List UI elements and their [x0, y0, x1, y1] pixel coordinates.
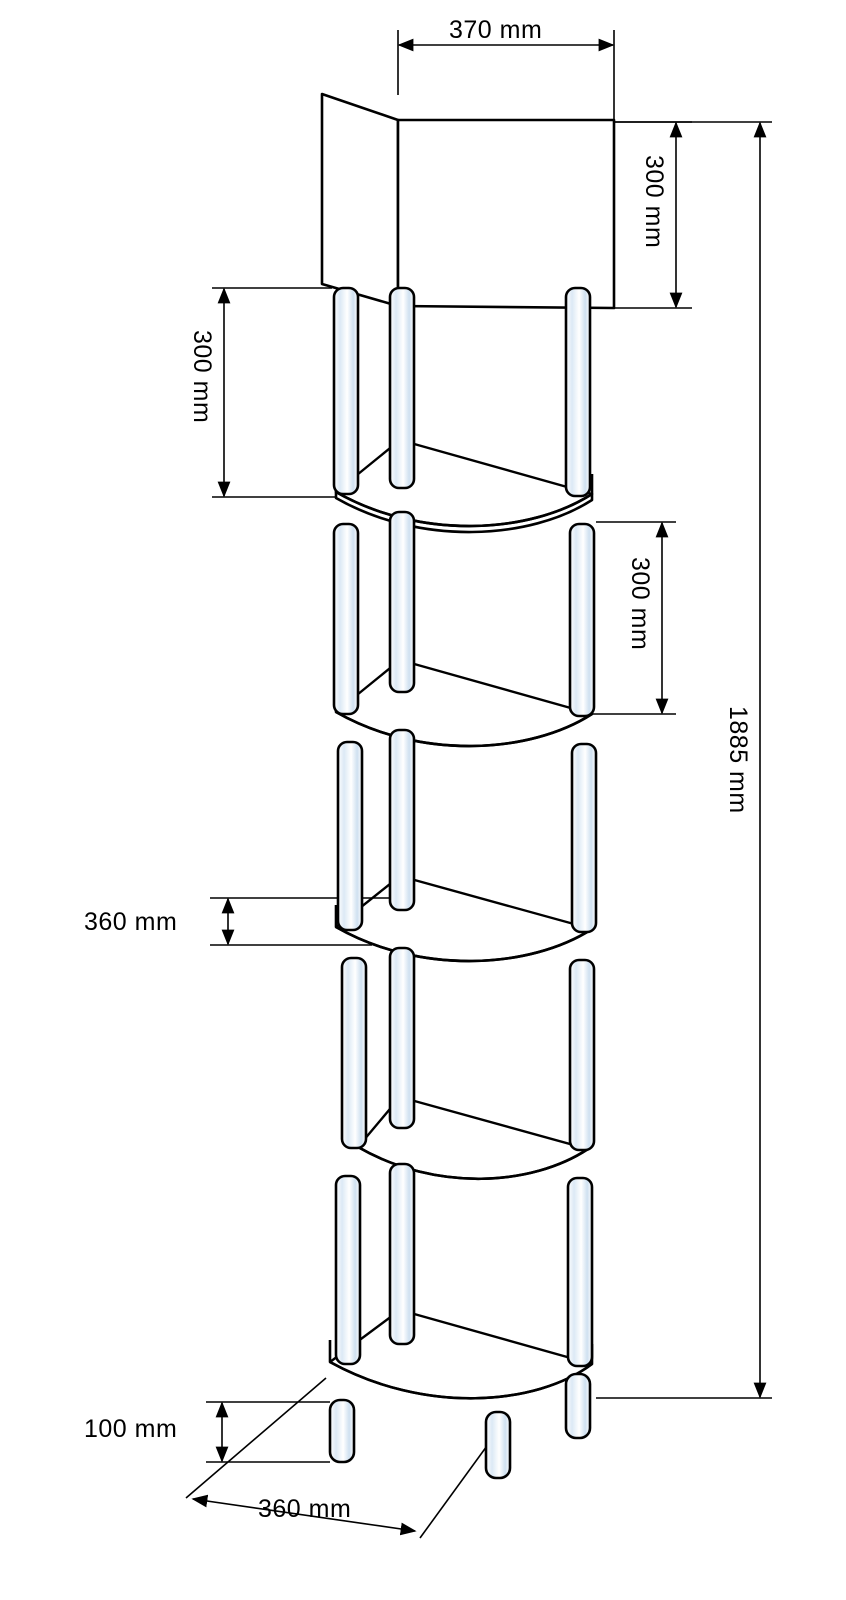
- post-center-seg-3: [390, 730, 414, 910]
- shelf-3-front: [336, 905, 592, 961]
- dim-label-upper-gap: 300 mm: [188, 330, 216, 424]
- post-center-seg-2: [390, 512, 414, 692]
- post-right-seg-4: [570, 960, 594, 1150]
- shelf-3-edge: [336, 927, 592, 961]
- shelf-2-edge: [336, 712, 592, 746]
- back-panel-left: [322, 94, 398, 306]
- post-right-seg-2: [570, 524, 594, 716]
- dim-label-top-back-height: 300 mm: [640, 155, 668, 249]
- post-center-seg-1: [390, 288, 414, 488]
- shelf-unit-geometry: [322, 94, 614, 1478]
- dim-label-total-height: 1885 mm: [724, 706, 752, 814]
- leg-left: [330, 1400, 354, 1462]
- post-left-seg-1: [334, 288, 358, 494]
- post-left-seg-5: [336, 1176, 360, 1364]
- dim-label-shelf-depth: 360 mm: [84, 908, 178, 936]
- shelf-2-front: [336, 690, 592, 746]
- back-panel-right: [398, 120, 614, 308]
- shelf-5-back-edges: [330, 1310, 592, 1364]
- leg-right: [566, 1374, 590, 1438]
- post-left-seg-4: [342, 958, 366, 1148]
- post-left-seg-2: [334, 524, 358, 714]
- shelf-5-edge: [330, 1362, 592, 1398]
- post-left-seg-3: [338, 742, 362, 930]
- leg-center: [486, 1412, 510, 1478]
- shelf-5-front: [330, 1340, 592, 1398]
- dim-label-top-width: 370 mm: [449, 16, 543, 44]
- post-center-seg-4: [390, 948, 414, 1128]
- post-right-seg-3: [572, 744, 596, 932]
- dim-label-second-gap: 300 mm: [626, 557, 654, 651]
- shelf-2-back-edges: [336, 660, 592, 714]
- post-right-seg-1: [566, 288, 590, 496]
- post-center-seg-5: [390, 1164, 414, 1344]
- shelf-3-back-edges: [336, 876, 592, 929]
- dim-label-leg-height: 100 mm: [84, 1415, 178, 1443]
- post-right-seg-5: [568, 1178, 592, 1366]
- ext-line-base-left: [186, 1378, 326, 1498]
- dim-label-base-width: 360 mm: [258, 1495, 352, 1523]
